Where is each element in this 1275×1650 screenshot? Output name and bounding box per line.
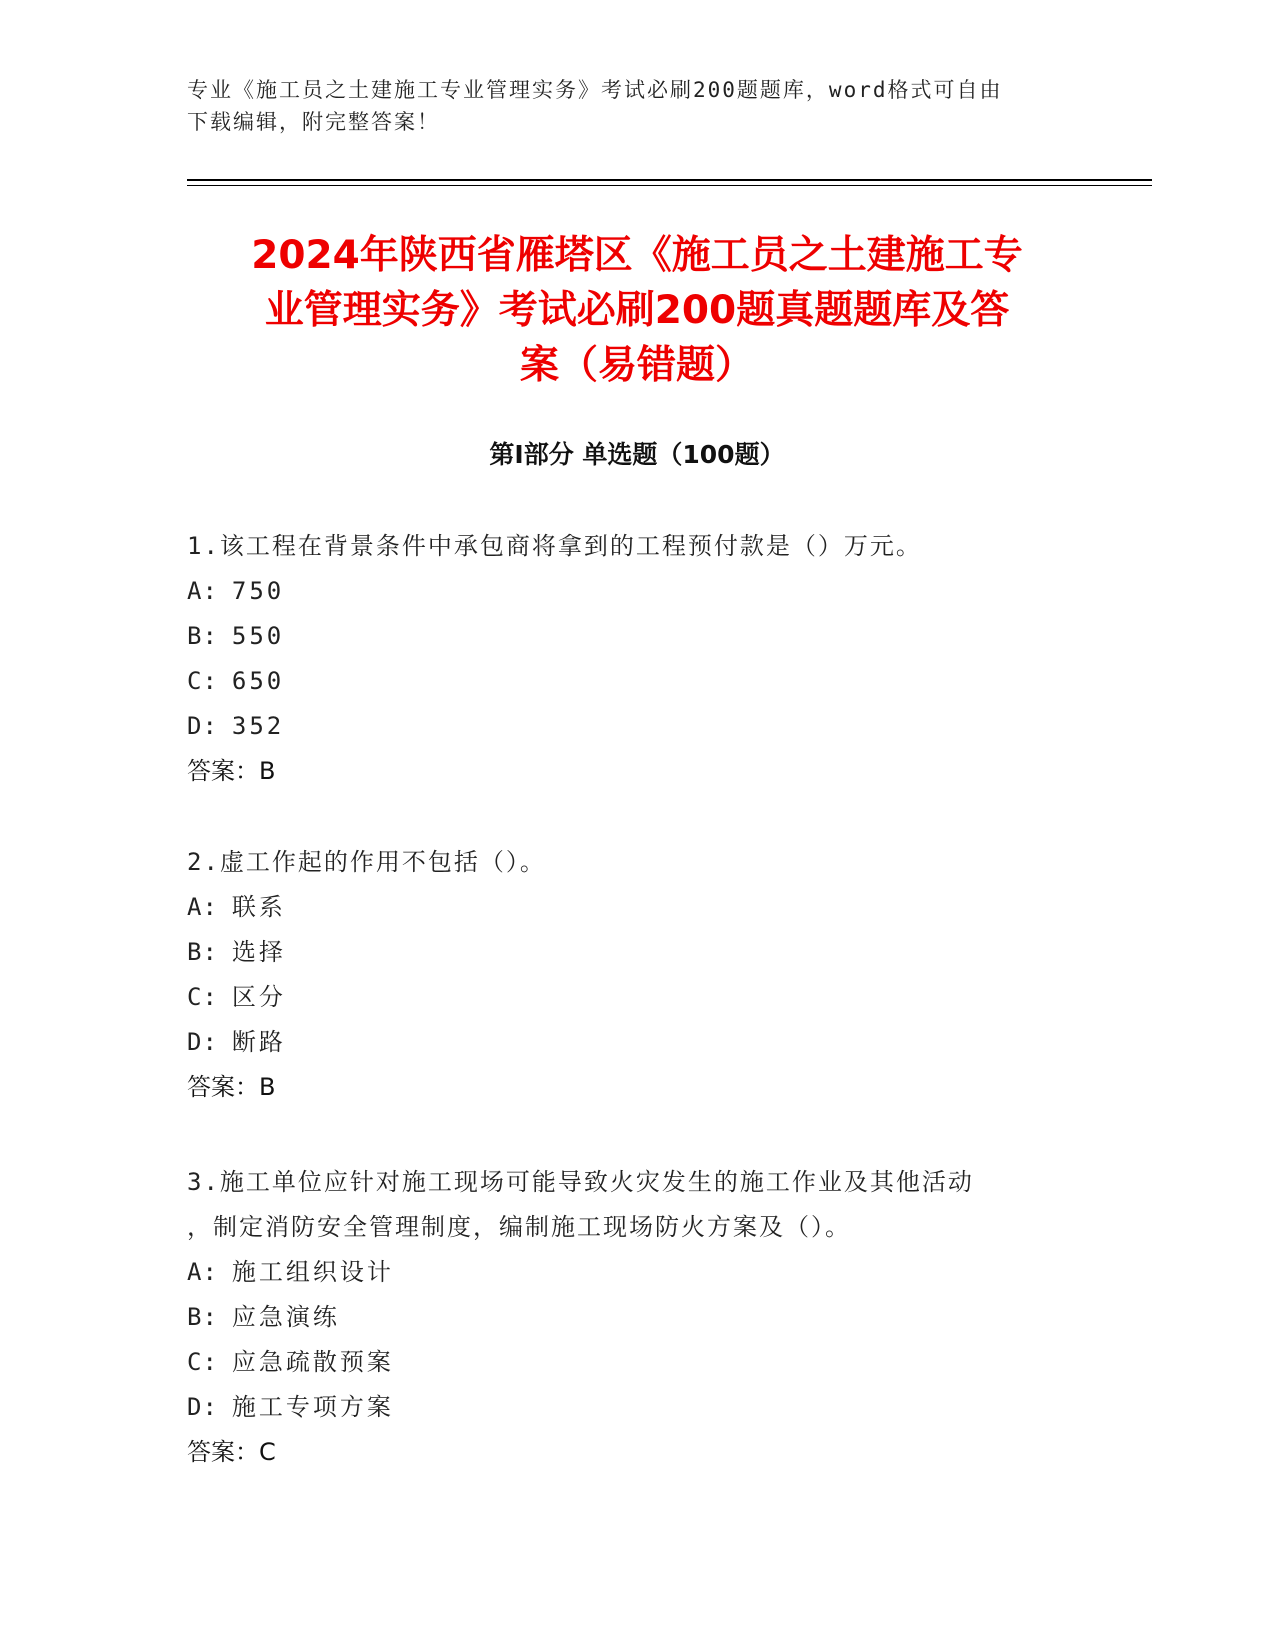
option-key: C: [187,1348,218,1376]
option-text: 550 [231,622,285,650]
header-divider-thick [187,179,1152,181]
document-title [187,228,1087,393]
option-text: 应急演练 [231,1303,340,1331]
option-key: A: [187,577,218,605]
option-key: C: [187,983,218,1011]
option-key: A: [187,893,218,921]
option-key: C: [187,667,218,695]
option-c [187,975,1067,1020]
option-a [187,885,1067,930]
option-a [187,569,1067,614]
option-text: 施工专项方案 [231,1393,394,1421]
answer-line: 答案：C [187,1438,276,1466]
option-text: 650 [231,667,285,695]
header-note [187,74,1067,138]
option-key: B: [187,1303,218,1331]
option-text: 750 [231,577,285,605]
option-text: 选择 [231,938,286,966]
option-c [187,659,1067,704]
option-b [187,614,1067,659]
question-2 [187,840,1067,1110]
option-text: 区分 [231,983,286,1011]
option-b [187,1295,1067,1340]
option-a [187,1250,1067,1295]
header-divider-thin [187,185,1152,186]
answer-line: 答案：B [187,1073,276,1101]
question-1 [187,524,1067,794]
option-key: D: [187,712,218,740]
option-c [187,1340,1067,1385]
option-text: 断路 [231,1028,286,1056]
option-key: B: [187,938,218,966]
option-d [187,1385,1067,1430]
option-text: 应急疏散预案 [231,1348,394,1376]
header-note-line-2: 下载编辑，附完整答案！ [187,110,440,134]
question-stem: 2.虚工作起的作用不包括（）。 [187,848,546,876]
document-title-line-2: 业管理实务》考试必刷200题真题题库及答 [264,288,1010,333]
option-key: D: [187,1393,218,1421]
option-d [187,1020,1067,1065]
option-key: B: [187,622,218,650]
option-d [187,704,1067,749]
header-note-line-1: 专业《施工员之土建施工专业管理实务》考试必刷200题题库，word格式可自由 [187,78,1003,102]
option-key: A: [187,1258,218,1286]
option-key: D: [187,1028,218,1056]
answer-line: 答案：B [187,757,276,785]
question-3 [187,1160,1067,1475]
question-stem: 1.该工程在背景条件中承包商将拿到的工程预付款是（）万元。 [187,532,922,560]
question-stem-line-1: 3.施工单位应针对施工现场可能导致火灾发生的施工作业及其他活动 [187,1168,974,1196]
option-text: 352 [231,712,285,740]
option-text: 施工组织设计 [231,1258,394,1286]
question-stem-line-2: ，制定消防安全管理制度，编制施工现场防火方案及（）。 [187,1213,851,1241]
document-title-line-3: 案（易错题） [519,343,754,388]
document-title-line-1: 2024年陕西省雁塔区《施工员之土建施工专 [251,233,1023,278]
option-text: 联系 [231,893,286,921]
section-heading: 第Ⅰ部分 单选题（100题） [489,440,785,469]
option-b [187,930,1067,975]
